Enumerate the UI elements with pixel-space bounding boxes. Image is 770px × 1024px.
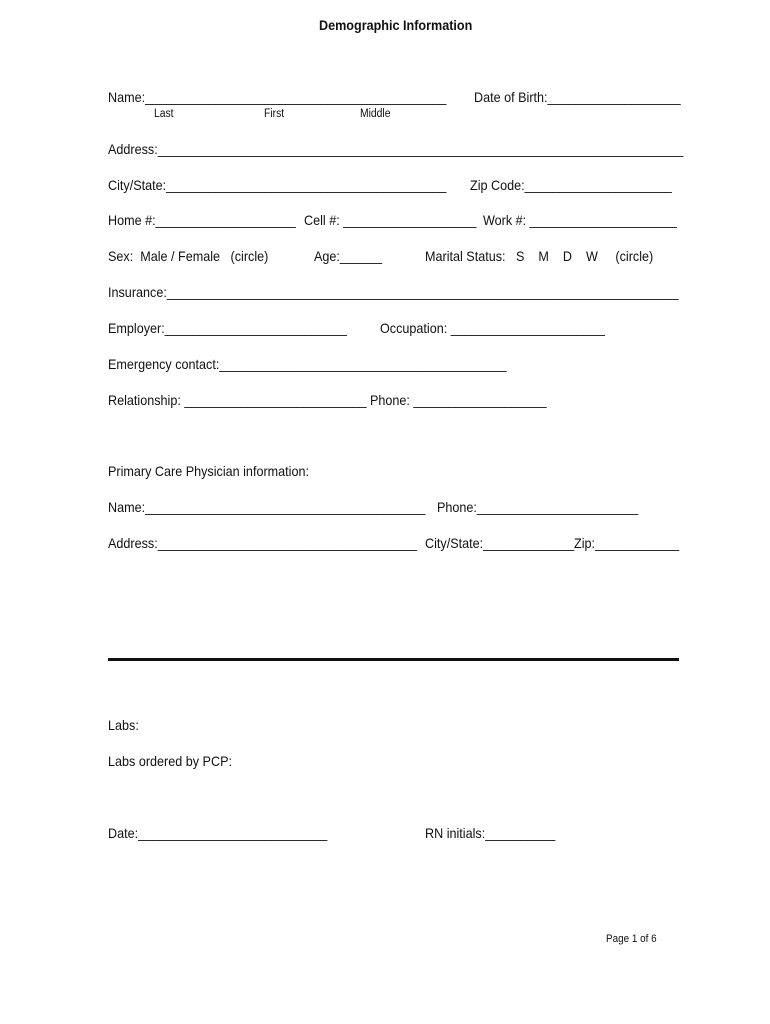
labs-label: Labs: xyxy=(108,717,139,733)
section-divider xyxy=(108,658,679,661)
patient-name-field[interactable]: Name:___________________________________________ xyxy=(108,89,447,105)
work-phone-field[interactable]: Work #: _____________________ xyxy=(483,212,677,228)
emergency-contact-field[interactable]: Emergency contact:_________________________________________ xyxy=(108,356,507,372)
sex-field[interactable]: Sex: Male / Female (circle) xyxy=(108,248,269,264)
cell-phone-field[interactable]: Cell #: ___________________ xyxy=(304,212,477,228)
page-number: Page 1 of 6 xyxy=(606,933,657,945)
date-field[interactable]: Date:___________________________ xyxy=(108,825,328,841)
age-field[interactable]: Age:______ xyxy=(314,248,382,264)
date-of-birth-field[interactable]: Date of Birth:___________________ xyxy=(474,89,681,105)
insurance-field[interactable]: Insurance:_________________________________________________________________________ xyxy=(108,284,679,300)
occupation-field[interactable]: Occupation: ______________________ xyxy=(380,320,605,336)
marital-status-field[interactable]: Marital Status: S M D W (circle) xyxy=(425,248,654,264)
page-title: Demographic Information xyxy=(319,17,473,33)
pcp-city-state-field[interactable]: City/State:_____________ xyxy=(425,535,575,551)
name-first-label: First xyxy=(264,108,285,120)
labs-ordered-label: Labs ordered by PCP: xyxy=(108,753,232,769)
pcp-address-field[interactable]: Address:_____________________________________ xyxy=(108,535,418,551)
rn-initials-field[interactable]: RN initials:__________ xyxy=(425,825,556,841)
name-middle-label: Middle xyxy=(360,108,391,120)
name-last-label: Last xyxy=(154,108,174,120)
emergency-phone-field[interactable]: Phone: ___________________ xyxy=(370,392,547,408)
home-phone-field[interactable]: Home #:____________________ xyxy=(108,212,296,228)
pcp-heading: Primary Care Physician information: xyxy=(108,463,309,479)
pcp-phone-field[interactable]: Phone:_______________________ xyxy=(437,499,639,515)
zip-code-field[interactable]: Zip Code:_____________________ xyxy=(470,177,672,193)
pcp-name-field[interactable]: Name:________________________________________ xyxy=(108,499,426,515)
address-field[interactable]: Address:___________________________________________________________________________ xyxy=(108,141,684,157)
employer-field[interactable]: Employer:__________________________ xyxy=(108,320,347,336)
pcp-zip-field[interactable]: Zip:____________ xyxy=(574,535,680,551)
city-state-field[interactable]: City/State:________________________________________ xyxy=(108,177,447,193)
relationship-field[interactable]: Relationship: __________________________ xyxy=(108,392,367,408)
